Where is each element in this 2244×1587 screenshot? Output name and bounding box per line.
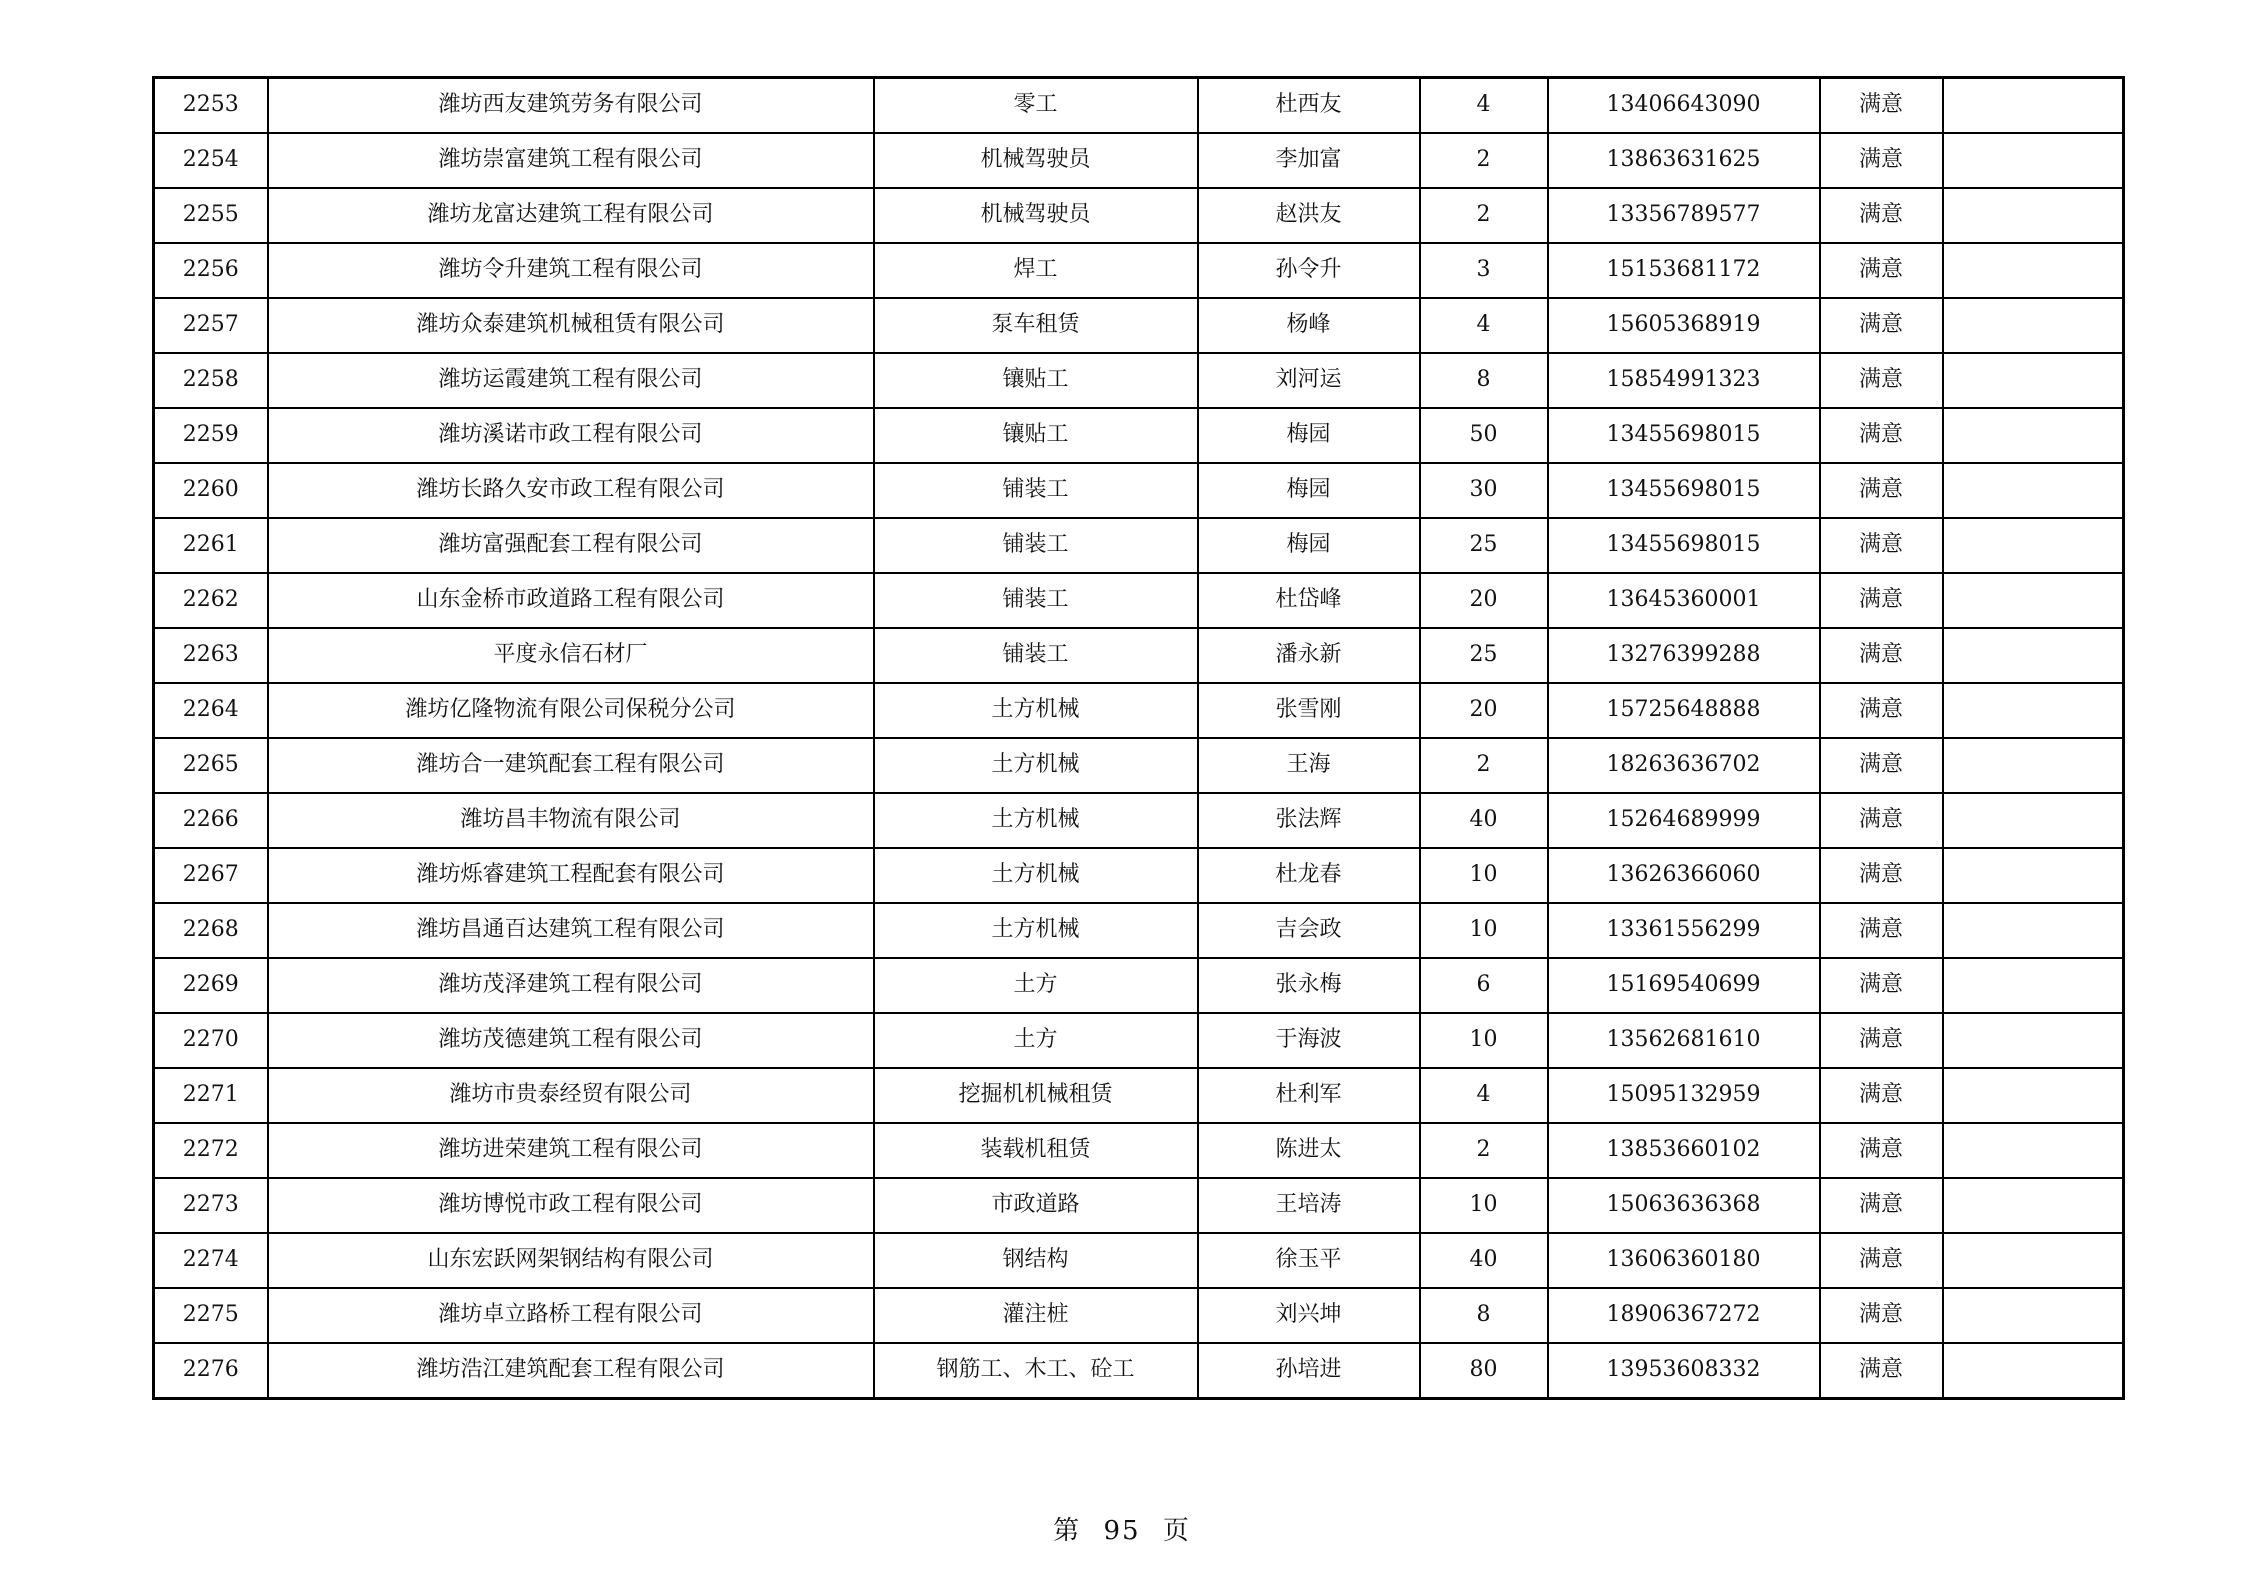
- contact-person-cell: 杜龙春: [1198, 848, 1420, 903]
- page-prefix: 第: [1053, 1516, 1082, 1546]
- remark-cell: [1943, 738, 2124, 793]
- table-row: [154, 793, 2124, 848]
- evaluation-cell: 满意: [1820, 1123, 1943, 1178]
- work-type-cell: 铺装工: [874, 518, 1198, 573]
- phone-number-cell: 15605368919: [1548, 298, 1820, 353]
- phone-number-cell: 13406643090: [1548, 78, 1820, 134]
- company-name-cell: 平度永信石材厂: [268, 628, 874, 683]
- evaluation-cell: 满意: [1820, 903, 1943, 958]
- row-number-cell: 2264: [154, 683, 268, 738]
- company-name-cell: 潍坊进荣建筑工程有限公司: [268, 1123, 874, 1178]
- phone-number-cell: 18906367272: [1548, 1288, 1820, 1343]
- table-row: [154, 628, 2124, 683]
- row-number-cell: 2254: [154, 133, 268, 188]
- table-row: [154, 353, 2124, 408]
- company-name-cell: 潍坊运霞建筑工程有限公司: [268, 353, 874, 408]
- work-type-cell: 泵车租赁: [874, 298, 1198, 353]
- contact-person-cell: 于海波: [1198, 1013, 1420, 1068]
- worker-count-cell: 6: [1420, 958, 1548, 1013]
- worker-count-cell: 10: [1420, 848, 1548, 903]
- company-name-cell: 潍坊茂泽建筑工程有限公司: [268, 958, 874, 1013]
- phone-number-cell: 13562681610: [1548, 1013, 1820, 1068]
- evaluation-cell: 满意: [1820, 793, 1943, 848]
- company-name-cell: 潍坊崇富建筑工程有限公司: [268, 133, 874, 188]
- worker-count-cell: 20: [1420, 573, 1548, 628]
- row-number-cell: 2265: [154, 738, 268, 793]
- work-type-cell: 机械驾驶员: [874, 133, 1198, 188]
- contact-person-cell: 王培涛: [1198, 1178, 1420, 1233]
- worker-count-cell: 25: [1420, 628, 1548, 683]
- evaluation-cell: 满意: [1820, 1288, 1943, 1343]
- table-row: [154, 518, 2124, 573]
- row-number-cell: 2253: [154, 78, 268, 134]
- table-row: [154, 463, 2124, 518]
- remark-cell: [1943, 1233, 2124, 1288]
- work-type-cell: 土方机械: [874, 738, 1198, 793]
- remark-cell: [1943, 243, 2124, 298]
- phone-number-cell: 15854991323: [1548, 353, 1820, 408]
- table-row: [154, 573, 2124, 628]
- work-type-cell: 土方机械: [874, 683, 1198, 738]
- contact-person-cell: 孙培进: [1198, 1343, 1420, 1399]
- table-row: [154, 133, 2124, 188]
- contact-person-cell: 刘兴坤: [1198, 1288, 1420, 1343]
- worker-count-cell: 8: [1420, 1288, 1548, 1343]
- remark-cell: [1943, 78, 2124, 134]
- remark-cell: [1943, 463, 2124, 518]
- company-name-cell: 潍坊令升建筑工程有限公司: [268, 243, 874, 298]
- row-number-cell: 2255: [154, 188, 268, 243]
- work-type-cell: 土方: [874, 1013, 1198, 1068]
- row-number-cell: 2271: [154, 1068, 268, 1123]
- work-type-cell: 机械驾驶员: [874, 188, 1198, 243]
- evaluation-cell: 满意: [1820, 738, 1943, 793]
- evaluation-cell: 满意: [1820, 243, 1943, 298]
- contact-person-cell: 潘永新: [1198, 628, 1420, 683]
- table-row: [154, 683, 2124, 738]
- row-number-cell: 2259: [154, 408, 268, 463]
- worker-count-cell: 8: [1420, 353, 1548, 408]
- company-name-cell: 潍坊溪诺市政工程有限公司: [268, 408, 874, 463]
- table-row: [154, 1123, 2124, 1178]
- table-row: [154, 958, 2124, 1013]
- company-name-cell: 潍坊昌通百达建筑工程有限公司: [268, 903, 874, 958]
- work-type-cell: 挖掘机机械租赁: [874, 1068, 1198, 1123]
- evaluation-cell: 满意: [1820, 1068, 1943, 1123]
- work-type-cell: 零工: [874, 78, 1198, 134]
- company-name-cell: 潍坊市贵泰经贸有限公司: [268, 1068, 874, 1123]
- work-type-cell: 钢筋工、木工、砼工: [874, 1343, 1198, 1399]
- contact-person-cell: 张雪刚: [1198, 683, 1420, 738]
- remark-cell: [1943, 298, 2124, 353]
- contact-person-cell: 张永梅: [1198, 958, 1420, 1013]
- row-number-cell: 2276: [154, 1343, 268, 1399]
- table-body: [154, 78, 2124, 1399]
- phone-number-cell: 13626366060: [1548, 848, 1820, 903]
- contractor-table: [152, 76, 2125, 1400]
- contact-person-cell: 张法辉: [1198, 793, 1420, 848]
- remark-cell: [1943, 1013, 2124, 1068]
- worker-count-cell: 2: [1420, 133, 1548, 188]
- contact-person-cell: 刘河运: [1198, 353, 1420, 408]
- contact-person-cell: 吉会政: [1198, 903, 1420, 958]
- worker-count-cell: 4: [1420, 1068, 1548, 1123]
- table-row: [154, 408, 2124, 463]
- remark-cell: [1943, 958, 2124, 1013]
- table-row: [154, 738, 2124, 793]
- work-type-cell: 铺装工: [874, 628, 1198, 683]
- work-type-cell: 镶贴工: [874, 408, 1198, 463]
- phone-number-cell: 13276399288: [1548, 628, 1820, 683]
- row-number-cell: 2266: [154, 793, 268, 848]
- phone-number-cell: 15063636368: [1548, 1178, 1820, 1233]
- company-name-cell: 潍坊卓立路桥工程有限公司: [268, 1288, 874, 1343]
- row-number-cell: 2260: [154, 463, 268, 518]
- table-row: [154, 1288, 2124, 1343]
- remark-cell: [1943, 188, 2124, 243]
- phone-number-cell: 13645360001: [1548, 573, 1820, 628]
- worker-count-cell: 80: [1420, 1343, 1548, 1399]
- contact-person-cell: 杜西友: [1198, 78, 1420, 134]
- work-type-cell: 铺装工: [874, 463, 1198, 518]
- table-row: [154, 1343, 2124, 1399]
- company-name-cell: 山东宏跃网架钢结构有限公司: [268, 1233, 874, 1288]
- worker-count-cell: 40: [1420, 1233, 1548, 1288]
- worker-count-cell: 50: [1420, 408, 1548, 463]
- evaluation-cell: 满意: [1820, 573, 1943, 628]
- evaluation-cell: 满意: [1820, 133, 1943, 188]
- row-number-cell: 2256: [154, 243, 268, 298]
- worker-count-cell: 2: [1420, 738, 1548, 793]
- phone-number-cell: 13455698015: [1548, 518, 1820, 573]
- phone-number-cell: 13361556299: [1548, 903, 1820, 958]
- evaluation-cell: 满意: [1820, 1013, 1943, 1068]
- work-type-cell: 土方: [874, 958, 1198, 1013]
- remark-cell: [1943, 408, 2124, 463]
- company-name-cell: 潍坊昌丰物流有限公司: [268, 793, 874, 848]
- worker-count-cell: 3: [1420, 243, 1548, 298]
- remark-cell: [1943, 793, 2124, 848]
- phone-number-cell: 15264689999: [1548, 793, 1820, 848]
- evaluation-cell: 满意: [1820, 1343, 1943, 1399]
- worker-count-cell: 4: [1420, 78, 1548, 134]
- contact-person-cell: 王海: [1198, 738, 1420, 793]
- company-name-cell: 潍坊亿隆物流有限公司保税分公司: [268, 683, 874, 738]
- row-number-cell: 2268: [154, 903, 268, 958]
- work-type-cell: 土方机械: [874, 903, 1198, 958]
- phone-number-cell: 13953608332: [1548, 1343, 1820, 1399]
- worker-count-cell: 2: [1420, 1123, 1548, 1178]
- work-type-cell: 市政道路: [874, 1178, 1198, 1233]
- row-number-cell: 2270: [154, 1013, 268, 1068]
- table-row: [154, 848, 2124, 903]
- company-name-cell: 潍坊富强配套工程有限公司: [268, 518, 874, 573]
- work-type-cell: 土方机械: [874, 793, 1198, 848]
- company-name-cell: 潍坊西友建筑劳务有限公司: [268, 78, 874, 134]
- table-row: [154, 78, 2124, 134]
- row-number-cell: 2273: [154, 1178, 268, 1233]
- company-name-cell: 潍坊众泰建筑机械租赁有限公司: [268, 298, 874, 353]
- evaluation-cell: 满意: [1820, 298, 1943, 353]
- evaluation-cell: 满意: [1820, 78, 1943, 134]
- row-number-cell: 2261: [154, 518, 268, 573]
- remark-cell: [1943, 848, 2124, 903]
- contact-person-cell: 梅园: [1198, 408, 1420, 463]
- contact-person-cell: 赵洪友: [1198, 188, 1420, 243]
- phone-number-cell: 18263636702: [1548, 738, 1820, 793]
- worker-count-cell: 30: [1420, 463, 1548, 518]
- remark-cell: [1943, 628, 2124, 683]
- row-number-cell: 2267: [154, 848, 268, 903]
- contact-person-cell: 杨峰: [1198, 298, 1420, 353]
- company-name-cell: 潍坊浩江建筑配套工程有限公司: [268, 1343, 874, 1399]
- row-number-cell: 2258: [154, 353, 268, 408]
- row-number-cell: 2262: [154, 573, 268, 628]
- work-type-cell: 铺装工: [874, 573, 1198, 628]
- company-name-cell: 潍坊烁睿建筑工程配套有限公司: [268, 848, 874, 903]
- remark-cell: [1943, 1343, 2124, 1399]
- worker-count-cell: 10: [1420, 1178, 1548, 1233]
- worker-count-cell: 10: [1420, 1013, 1548, 1068]
- remark-cell: [1943, 1068, 2124, 1123]
- phone-number-cell: 13606360180: [1548, 1233, 1820, 1288]
- remark-cell: [1943, 903, 2124, 958]
- worker-count-cell: 4: [1420, 298, 1548, 353]
- company-name-cell: 潍坊长路久安市政工程有限公司: [268, 463, 874, 518]
- row-number-cell: 2263: [154, 628, 268, 683]
- remark-cell: [1943, 1288, 2124, 1343]
- work-type-cell: 钢结构: [874, 1233, 1198, 1288]
- phone-number-cell: 13455698015: [1548, 463, 1820, 518]
- table-row: [154, 298, 2124, 353]
- contact-person-cell: 陈进太: [1198, 1123, 1420, 1178]
- contact-person-cell: 梅园: [1198, 518, 1420, 573]
- table-row: [154, 1068, 2124, 1123]
- evaluation-cell: 满意: [1820, 1178, 1943, 1233]
- company-name-cell: 山东金桥市政道路工程有限公司: [268, 573, 874, 628]
- page-number-footer: [0, 1510, 2244, 1547]
- company-name-cell: 潍坊博悦市政工程有限公司: [268, 1178, 874, 1233]
- contact-person-cell: 杜岱峰: [1198, 573, 1420, 628]
- page-number: 95: [1103, 1516, 1141, 1546]
- company-name-cell: 潍坊茂德建筑工程有限公司: [268, 1013, 874, 1068]
- worker-count-cell: 40: [1420, 793, 1548, 848]
- worker-count-cell: 20: [1420, 683, 1548, 738]
- work-type-cell: 灌注桩: [874, 1288, 1198, 1343]
- remark-cell: [1943, 1178, 2124, 1233]
- phone-number-cell: 13356789577: [1548, 188, 1820, 243]
- evaluation-cell: 满意: [1820, 958, 1943, 1013]
- row-number-cell: 2269: [154, 958, 268, 1013]
- evaluation-cell: 满意: [1820, 408, 1943, 463]
- worker-count-cell: 2: [1420, 188, 1548, 243]
- contact-person-cell: 孙令升: [1198, 243, 1420, 298]
- phone-number-cell: 15725648888: [1548, 683, 1820, 738]
- evaluation-cell: 满意: [1820, 188, 1943, 243]
- table-row: [154, 188, 2124, 243]
- table-row: [154, 243, 2124, 298]
- row-number-cell: 2274: [154, 1233, 268, 1288]
- contact-person-cell: 徐玉平: [1198, 1233, 1420, 1288]
- table-row: [154, 1178, 2124, 1233]
- phone-number-cell: 13853660102: [1548, 1123, 1820, 1178]
- company-name-cell: 潍坊合一建筑配套工程有限公司: [268, 738, 874, 793]
- row-number-cell: 2272: [154, 1123, 268, 1178]
- evaluation-cell: 满意: [1820, 683, 1943, 738]
- evaluation-cell: 满意: [1820, 1233, 1943, 1288]
- evaluation-cell: 满意: [1820, 353, 1943, 408]
- remark-cell: [1943, 573, 2124, 628]
- worker-count-cell: 10: [1420, 903, 1548, 958]
- phone-number-cell: 15095132959: [1548, 1068, 1820, 1123]
- row-number-cell: 2257: [154, 298, 268, 353]
- page-suffix: 页: [1162, 1516, 1191, 1546]
- remark-cell: [1943, 353, 2124, 408]
- phone-number-cell: 13455698015: [1548, 408, 1820, 463]
- contact-person-cell: 杜利军: [1198, 1068, 1420, 1123]
- remark-cell: [1943, 518, 2124, 573]
- phone-number-cell: 15153681172: [1548, 243, 1820, 298]
- table-row: [154, 1233, 2124, 1288]
- work-type-cell: 土方机械: [874, 848, 1198, 903]
- table-row: [154, 1013, 2124, 1068]
- phone-number-cell: 13863631625: [1548, 133, 1820, 188]
- work-type-cell: 焊工: [874, 243, 1198, 298]
- row-number-cell: 2275: [154, 1288, 268, 1343]
- evaluation-cell: 满意: [1820, 518, 1943, 573]
- remark-cell: [1943, 1123, 2124, 1178]
- contact-person-cell: 梅园: [1198, 463, 1420, 518]
- remark-cell: [1943, 683, 2124, 738]
- work-type-cell: 装载机租赁: [874, 1123, 1198, 1178]
- work-type-cell: 镶贴工: [874, 353, 1198, 408]
- worker-count-cell: 25: [1420, 518, 1548, 573]
- table-row: [154, 903, 2124, 958]
- evaluation-cell: 满意: [1820, 848, 1943, 903]
- evaluation-cell: 满意: [1820, 463, 1943, 518]
- remark-cell: [1943, 133, 2124, 188]
- contact-person-cell: 李加富: [1198, 133, 1420, 188]
- company-name-cell: 潍坊龙富达建筑工程有限公司: [268, 188, 874, 243]
- evaluation-cell: 满意: [1820, 628, 1943, 683]
- phone-number-cell: 15169540699: [1548, 958, 1820, 1013]
